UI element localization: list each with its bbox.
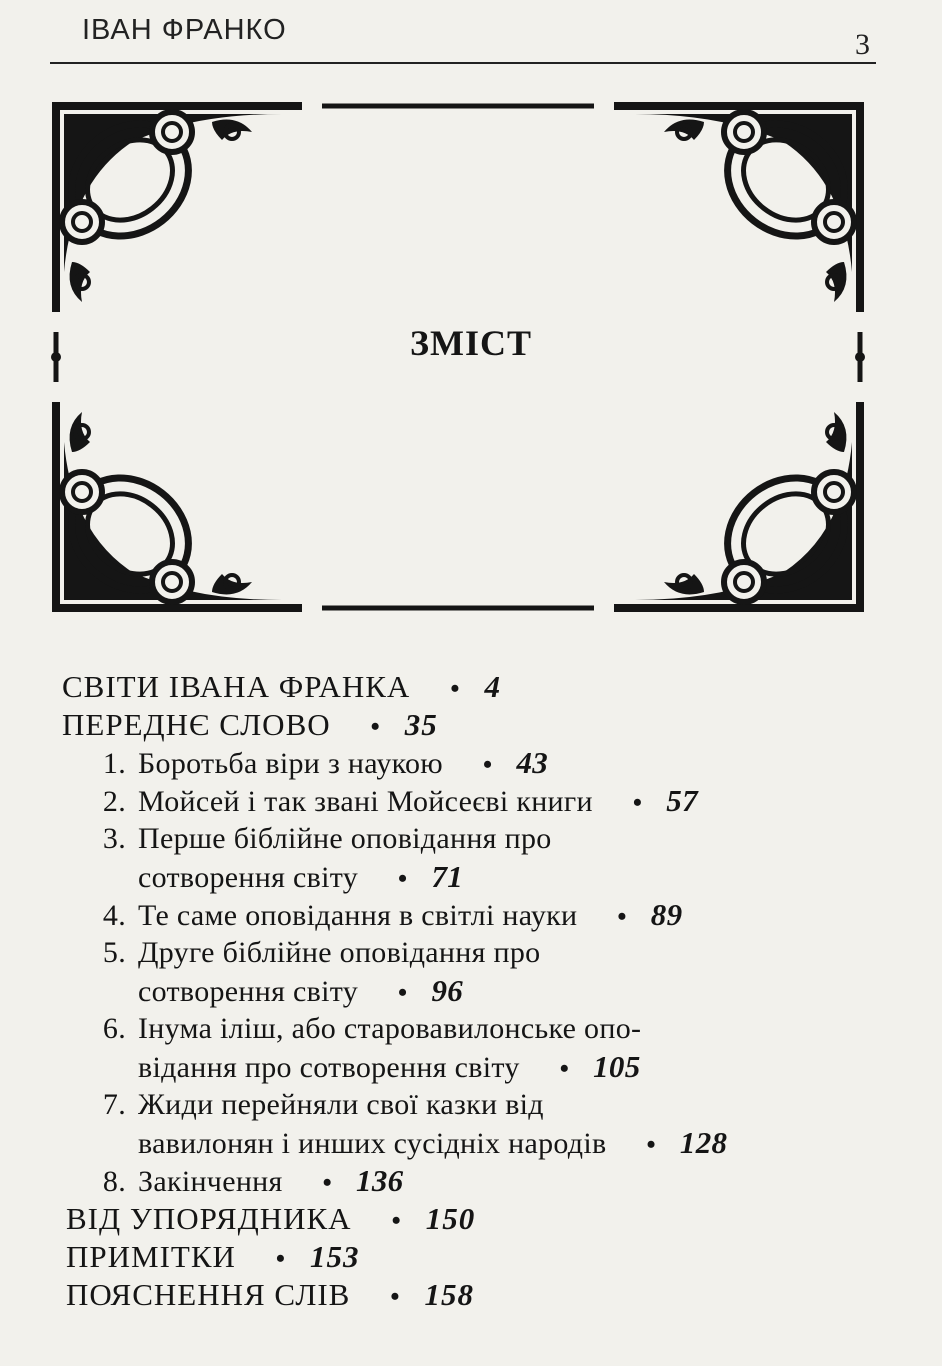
toc-entry[interactable] <box>86 820 552 858</box>
toc-entry[interactable] <box>86 1010 641 1048</box>
toc-entry-text: Закінчення <box>138 1165 283 1198</box>
toc-entry[interactable] <box>86 896 682 936</box>
toc-entry[interactable] <box>86 782 698 822</box>
toc-entry-text: Мойсей і так звані Мойсеєві книги <box>138 785 593 818</box>
toc-entry-number: 7. <box>102 1088 126 1121</box>
bullet-icon: • <box>450 674 461 703</box>
toc-entry-text: ПРИМІТКИ <box>66 1239 236 1274</box>
toc-entry-page: 153 <box>310 1239 360 1274</box>
bullet-icon: • <box>646 1130 656 1159</box>
toc-entry-number: 5. <box>102 936 126 969</box>
toc-entry-page: 57 <box>666 783 698 818</box>
toc-entry[interactable] <box>86 934 540 972</box>
header-rule <box>50 62 876 64</box>
bullet-icon: • <box>559 1054 570 1083</box>
toc-entry-text: Жиди перейняли свої казки від <box>138 1088 544 1121</box>
toc-entry-number: 2. <box>102 785 126 818</box>
toc-entry-text: Боротьба віри з наукою <box>138 747 444 780</box>
toc-entry-page: 89 <box>650 897 683 932</box>
toc-entry-page: 71 <box>431 859 464 894</box>
toc-entry[interactable] <box>62 668 501 708</box>
toc-entry[interactable] <box>86 1162 403 1202</box>
toc-entry[interactable] <box>66 1276 474 1316</box>
toc-entry-continuation[interactable] <box>138 1124 727 1164</box>
toc-entry-page: 128 <box>679 1125 728 1160</box>
toc-entry-text: ПОЯСНЕННЯ СЛІВ <box>66 1277 351 1312</box>
toc-entry-text: ПЕРЕДНЄ СЛОВО <box>62 707 331 742</box>
running-head-author: ІВАН ФРАНКО <box>82 14 287 46</box>
bullet-icon: • <box>370 712 381 741</box>
toc-entry[interactable] <box>66 1238 360 1278</box>
toc-entry-text: сотворення світу <box>138 975 359 1008</box>
toc-entry-continuation[interactable] <box>138 858 463 898</box>
toc-entry[interactable] <box>86 1086 544 1124</box>
toc-entry-text: вавилонян і инших сусідніх народів <box>138 1127 607 1160</box>
bullet-icon: • <box>617 902 627 931</box>
toc-entry[interactable] <box>62 706 438 746</box>
toc-entry-text: Перше біблійне оповідання про <box>138 822 552 855</box>
toc-entry-text: Те саме оповідання в світлі науки <box>138 899 578 932</box>
toc-entry-page: 96 <box>431 973 464 1008</box>
bullet-icon: • <box>632 788 643 817</box>
toc-entry-text: Друге біблійне оповідання про <box>138 936 541 969</box>
toc-entry-page: 35 <box>404 707 438 742</box>
toc-entry-number: 8. <box>102 1165 126 1198</box>
toc-entry-number: 1. <box>102 747 126 780</box>
toc-entry-page: 150 <box>425 1201 476 1236</box>
toc-entry-text: відання про сотворення світу <box>138 1051 520 1084</box>
toc-entry-text: СВІТИ ІВАНА ФРАНКА <box>62 669 411 704</box>
bullet-icon: • <box>398 864 408 893</box>
toc-entry-text: ВІД УПОРЯДНИКА <box>66 1201 352 1236</box>
toc-entry-page: 105 <box>593 1049 641 1084</box>
toc-entry-continuation[interactable] <box>138 972 463 1012</box>
toc-entry-text: Інума іліш, або старовавилонське опо- <box>138 1012 642 1045</box>
bullet-icon: • <box>275 1244 287 1273</box>
bullet-icon: • <box>390 1282 401 1311</box>
toc-entry-page: 4 <box>484 669 501 704</box>
bullet-icon: • <box>391 1206 402 1235</box>
toc-entry-number: 3. <box>102 822 126 855</box>
toc-entry-number: 6. <box>102 1012 126 1045</box>
section-title: ЗМІСТ <box>410 323 532 363</box>
bullet-icon: • <box>398 978 408 1007</box>
page-number: 3 <box>855 28 870 61</box>
toc-entry[interactable] <box>86 744 548 784</box>
toc-entry-number: 4. <box>102 899 126 932</box>
toc-entry-page: 158 <box>424 1277 474 1312</box>
toc-entry-page: 43 <box>516 745 549 780</box>
toc-entry[interactable] <box>66 1200 475 1240</box>
bullet-icon: • <box>483 750 493 779</box>
toc-entry-text: сотворення світу <box>138 861 359 894</box>
bullet-icon: • <box>322 1168 333 1197</box>
toc-entry-continuation[interactable] <box>138 1048 641 1088</box>
toc-entry-page: 136 <box>356 1163 404 1198</box>
